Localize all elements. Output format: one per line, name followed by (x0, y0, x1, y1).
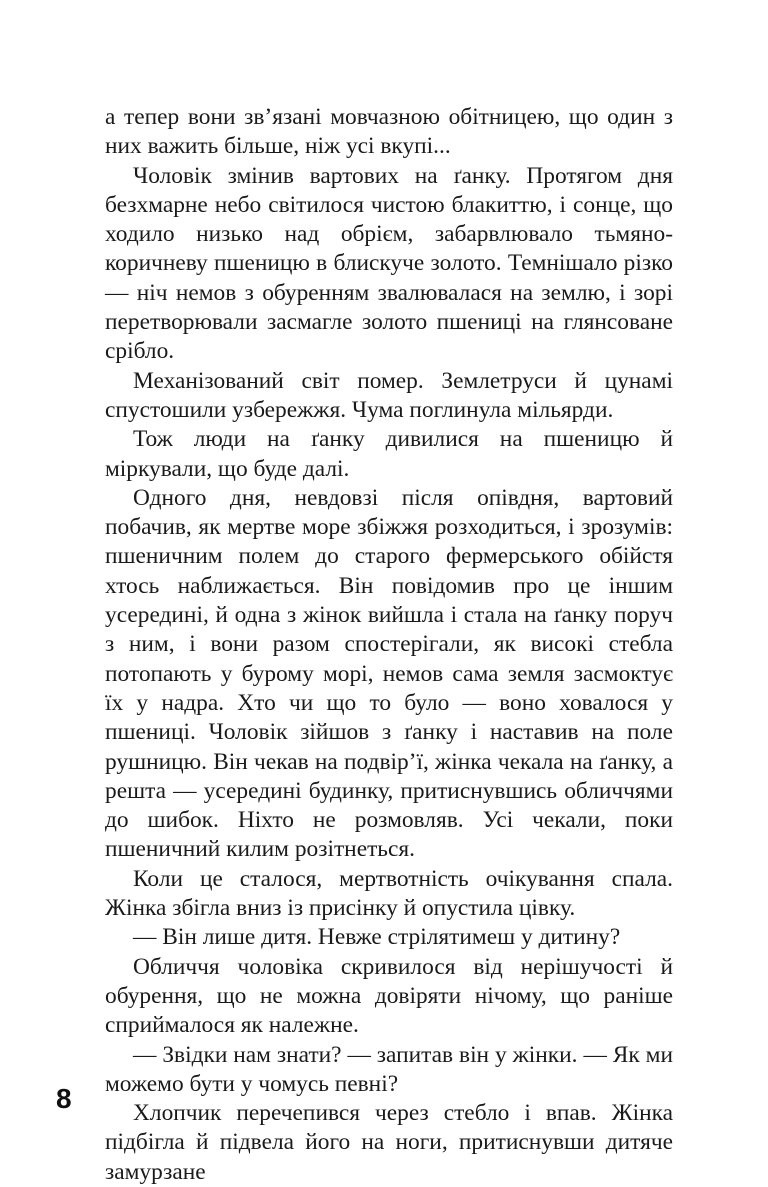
page-number: 8 (56, 1083, 72, 1114)
body-text (105, 103, 673, 1187)
paragraph-2: Чоловік змінив вартових на ґанку. Протягом дня безхмарне небо світилося чистою блакиттю, і сонце, що ходило низько над обрієм, забарвлювало тьмяно-коричневу пшеницю в блискуче золото. Темнішало різко — ніч немов з обуренням звалювалася на землю, і зорі перетворювали засмагле золото пшениці на глянсоване срібло. (105, 162, 673, 365)
paragraph-3: Механізований світ помер. Землетруси й цунамі спустошили узбережжя. Чума поглинула мільярди. (105, 367, 673, 423)
paragraph-8: Обличчя чоловіка скривилося від нерішучості й обурення, що не можна довіряти нічому, що раніше сприймалося як належне. (105, 953, 673, 1039)
paragraph-7: — Він лише дитя. Невже стрілятимеш у дитину? (133, 924, 621, 951)
paragraph-5: Одного дня, невдовзі після опівдня, вартовий побачив, як мертве море збіжжя розходиться, і зрозумів: пшеничним полем до старого фермерського обійстя хтось наближається. Він повідомив про це іншим усередині, й одна з жінок вийшла і стала на ґанку поруч з ним, і вони разом спостерігали, як високі стебла потопають у бурому морі, немов сама земля засмоктує їх у надра. Хто чи що то було — воно ховалося у пшениці. Чоловік зійшов з ґанку і наставив на поле рушницю. Він чекав на подвір’ї, жінка чекала на ґанку, а решта — усередині будинку, притиснувшись обличчями до шибок. Ніхто не розмовляв. Усі чекали, поки пшеничний килим розітнеться. (105, 484, 673, 863)
paragraph-9: — Звідки нам знати? — запитав він у жінки. — Як ми можемо бути у чомусь певні? (105, 1041, 673, 1097)
paragraph-6: Коли це сталося, мертвотність очікування спала. Жінка збігла вниз із присінку й опустила цівку. (105, 865, 673, 922)
paragraph-4: Тож люди на ґанку дивилися на пшеницю й міркували, що буде далі. (105, 426, 673, 482)
paragraph-10: Хлопчик перечепився через стебло і впав. Жінка підбігла й підвела його на ноги, притиснувши дитяче замурзане (105, 1100, 673, 1185)
paragraph-1: а тепер вони зв’язані мовчазною обітницею, що один з них важить більше, ніж усі вкупі... (105, 104, 673, 160)
